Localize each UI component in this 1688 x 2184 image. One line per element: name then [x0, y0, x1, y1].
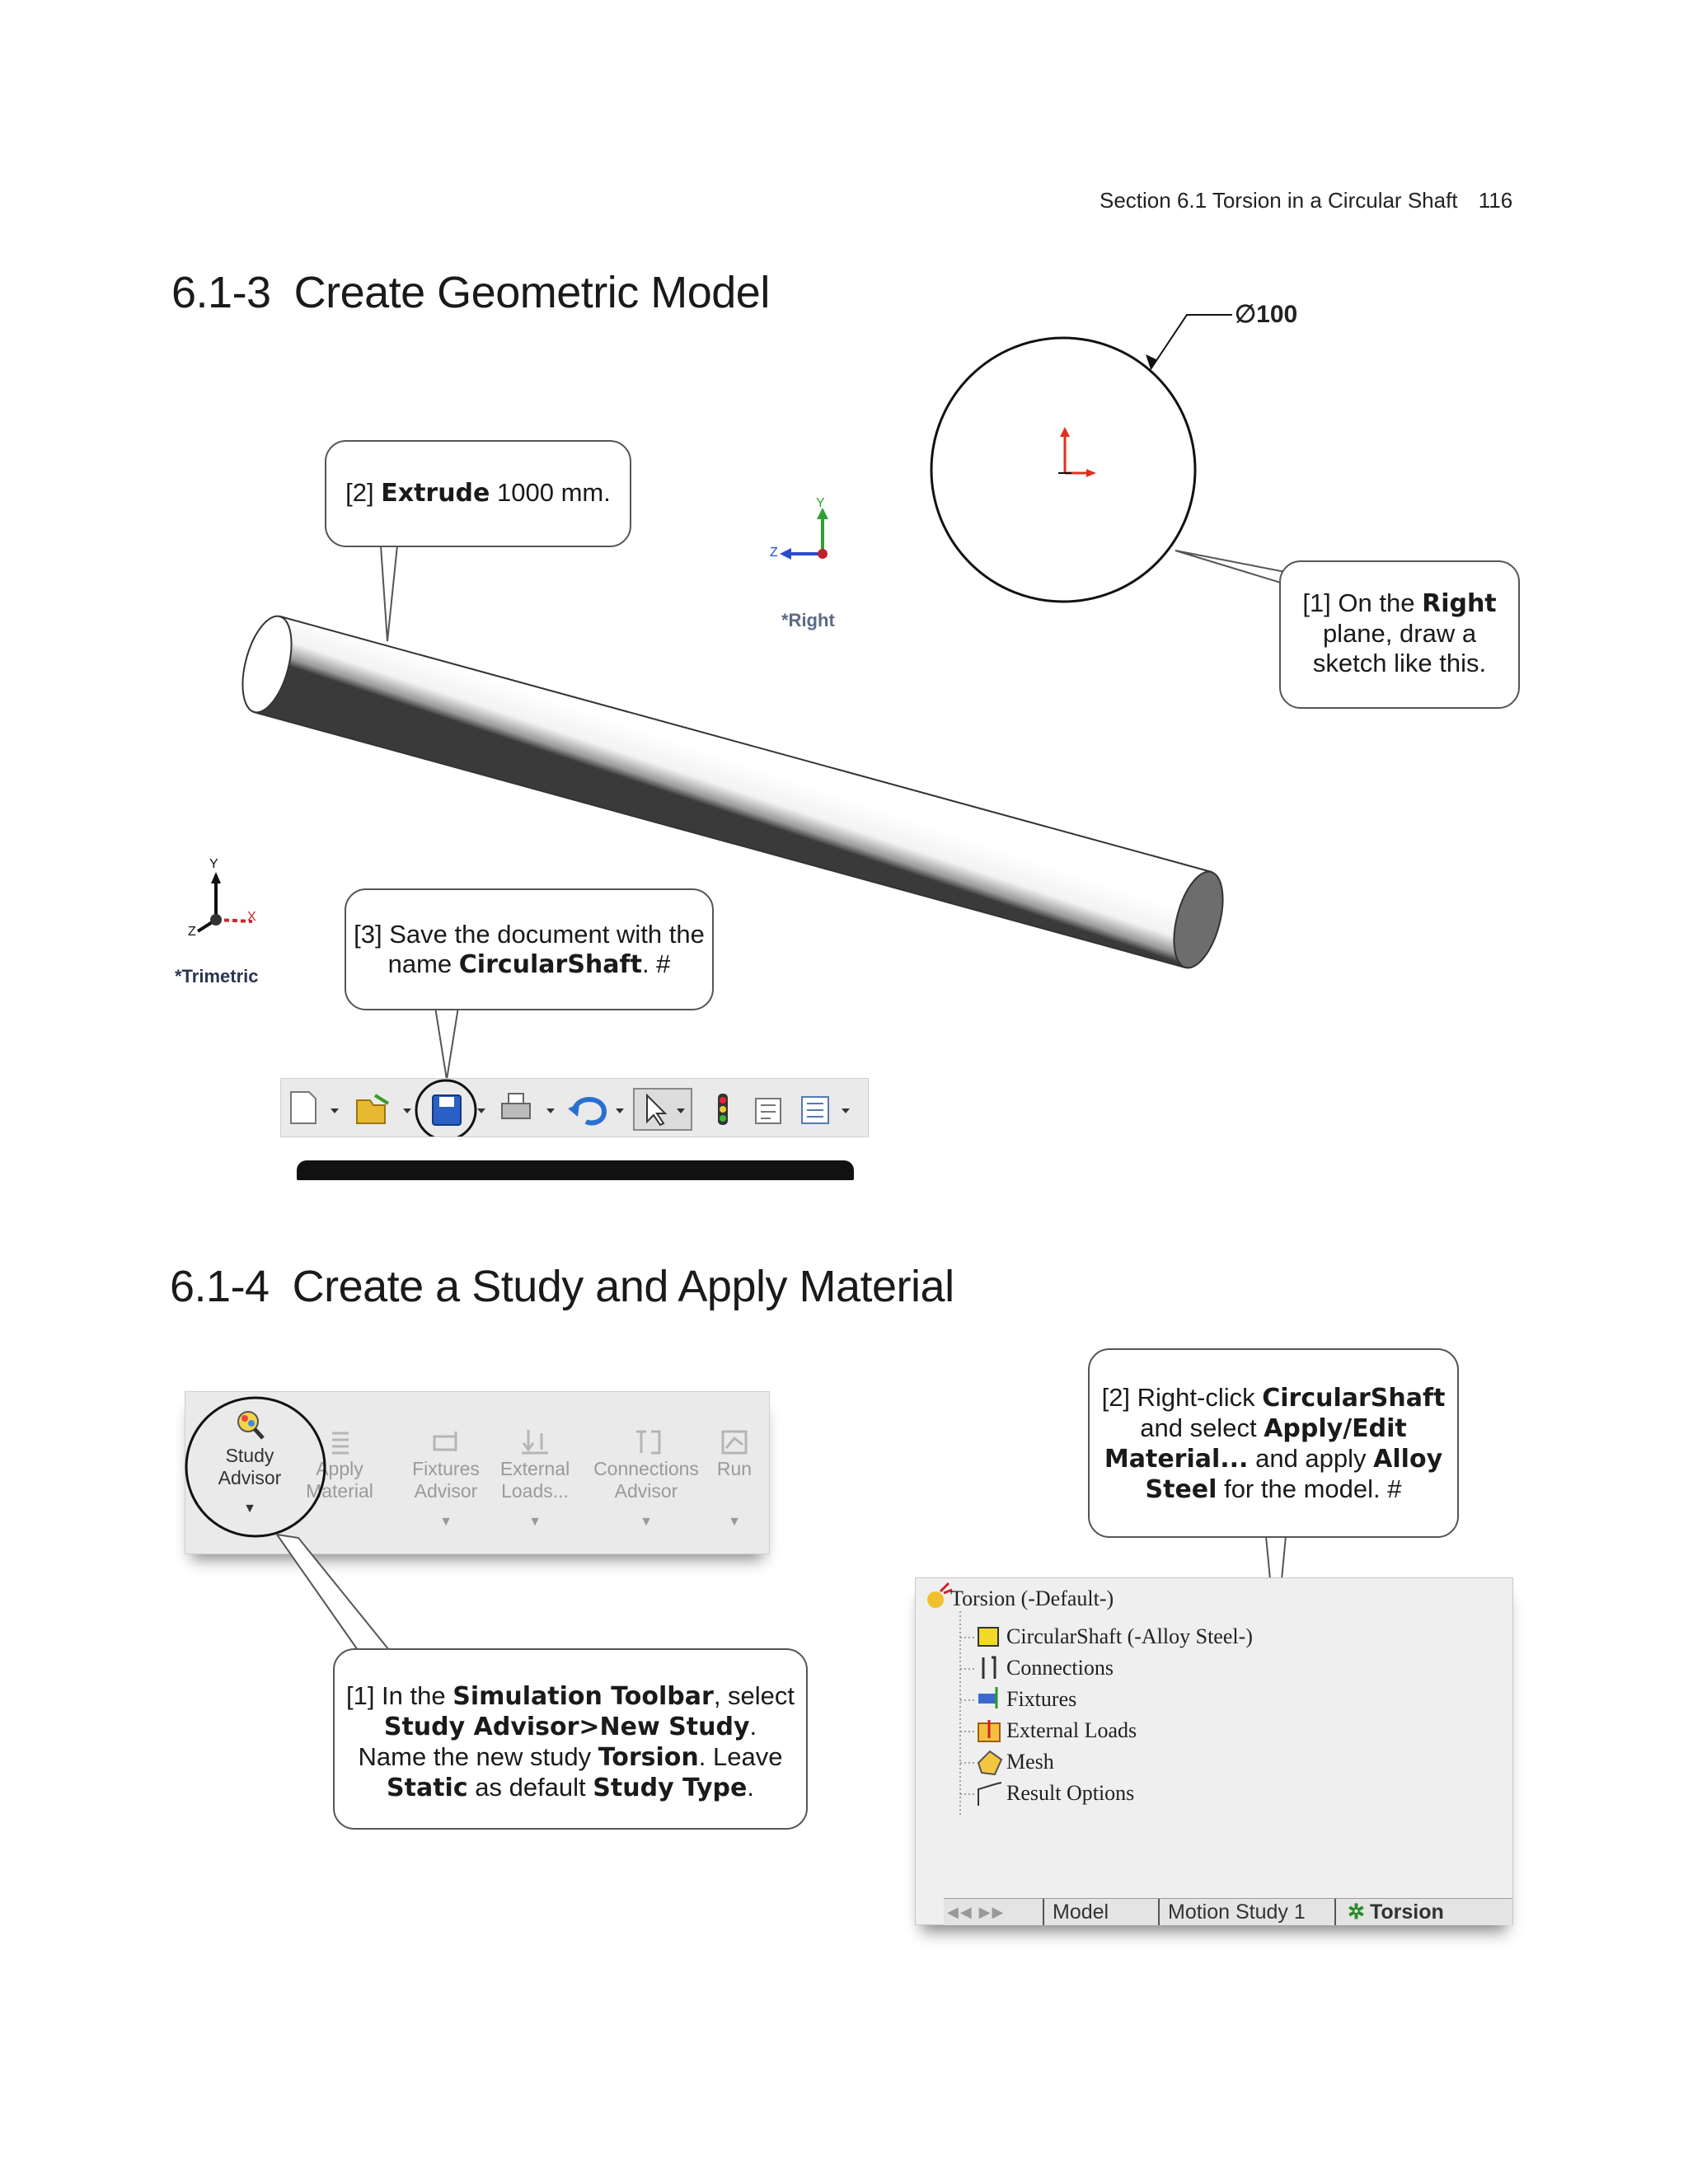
page-number: 116 [1478, 188, 1513, 213]
tree-item-result-options[interactable]: Result Options [1006, 1781, 1135, 1805]
callout-material: [2] Right-click CircularShaft and select Apply/Edit Material... and apply Alloy Steel for the model. # [1088, 1348, 1459, 1538]
study-tree-panel [915, 1577, 1513, 1925]
chevron-down-icon: ▼ [243, 1502, 256, 1516]
study-advisor-button[interactable]: Study Advisor ▼ [209, 1408, 291, 1520]
callout-save: [3] Save the document with the name CircularShaft. # [345, 888, 714, 1010]
trimetric-triad-y-label: Y [209, 857, 218, 871]
part-icon [978, 1628, 998, 1646]
trimetric-triad-x-label: X [247, 910, 256, 924]
tree-item-mesh[interactable]: Mesh [1006, 1750, 1054, 1774]
dimension-label: ∅100 [1235, 301, 1298, 328]
chevron-down-icon: ▼ [439, 1515, 452, 1529]
chevron-down-icon: ▼ [528, 1515, 542, 1529]
tree-item-connections[interactable]: Connections [1006, 1656, 1114, 1680]
callout-sketch: [1] On the Right plane, draw a sketch like this. [1279, 560, 1520, 709]
tab-model[interactable]: Model [1043, 1899, 1109, 1925]
run-button[interactable]: Run ▼ [710, 1428, 759, 1533]
pointer-study [277, 1535, 389, 1650]
section-title: Create a Study and Apply Material [292, 1262, 954, 1311]
tree-item-external-loads[interactable]: External Loads [1006, 1718, 1137, 1742]
result-options-icon [978, 1783, 1001, 1806]
chevron-down-icon: ▼ [640, 1515, 653, 1529]
study-advisor-highlight-circle [186, 1398, 325, 1536]
external-loads-icon [978, 1720, 1000, 1741]
tab-torsion[interactable]: ✲ Torsion [1334, 1899, 1444, 1925]
section-number: 6.1-4 [170, 1262, 270, 1311]
trimetric-triad-z-label: Z [188, 925, 196, 939]
right-view-label: *Right [781, 610, 835, 630]
study-tabs [944, 1898, 1512, 1925]
tab-scroll-arrows-icon[interactable]: ◀◀ ▶▶ [947, 1904, 1006, 1920]
section-number: 6.1-3 [171, 268, 271, 317]
tab-motion-study-1[interactable]: Motion Study 1 [1158, 1899, 1306, 1925]
right-triad-z-label: Z [770, 546, 778, 560]
mesh-icon [978, 1751, 1001, 1774]
apply-material-button[interactable]: Apply Material [302, 1428, 377, 1502]
section-title: Create Geometric Model [293, 268, 770, 317]
fixtures-advisor-button[interactable]: Fixtures Advisor ▼ [406, 1428, 485, 1533]
header-section: Section 6.1 Torsion in a Circular Shaft [1100, 188, 1458, 213]
tree-root-torsion[interactable]: Torsion (-Default-) [950, 1586, 1114, 1610]
connections-advisor-button[interactable]: Connections Advisor ▼ [584, 1428, 708, 1533]
tree-item-circularshaft[interactable]: CircularShaft (-Alloy Steel-) [1006, 1624, 1253, 1648]
callout-study: [1] In the Simulation Toolbar, select Study Advisor>New Study. Name the new study Torsion. Leave Static as default Study Type. [333, 1648, 808, 1830]
trimetric-view-label: *Trimetric [175, 966, 259, 987]
torsion-study-icon [927, 1583, 952, 1608]
external-loads-button[interactable]: External Loads... ▼ [495, 1428, 574, 1533]
chevron-down-icon: ▼ [728, 1515, 741, 1529]
connections-icon [983, 1657, 995, 1679]
callout-extrude: [2] Extrude 1000 mm. [325, 440, 631, 547]
tree-item-fixtures[interactable]: Fixtures [1006, 1687, 1077, 1711]
torsion-tab-icon: ✲ [1348, 1900, 1365, 1924]
right-triad-y-label: Y [816, 496, 825, 510]
fixtures-icon [978, 1687, 996, 1708]
